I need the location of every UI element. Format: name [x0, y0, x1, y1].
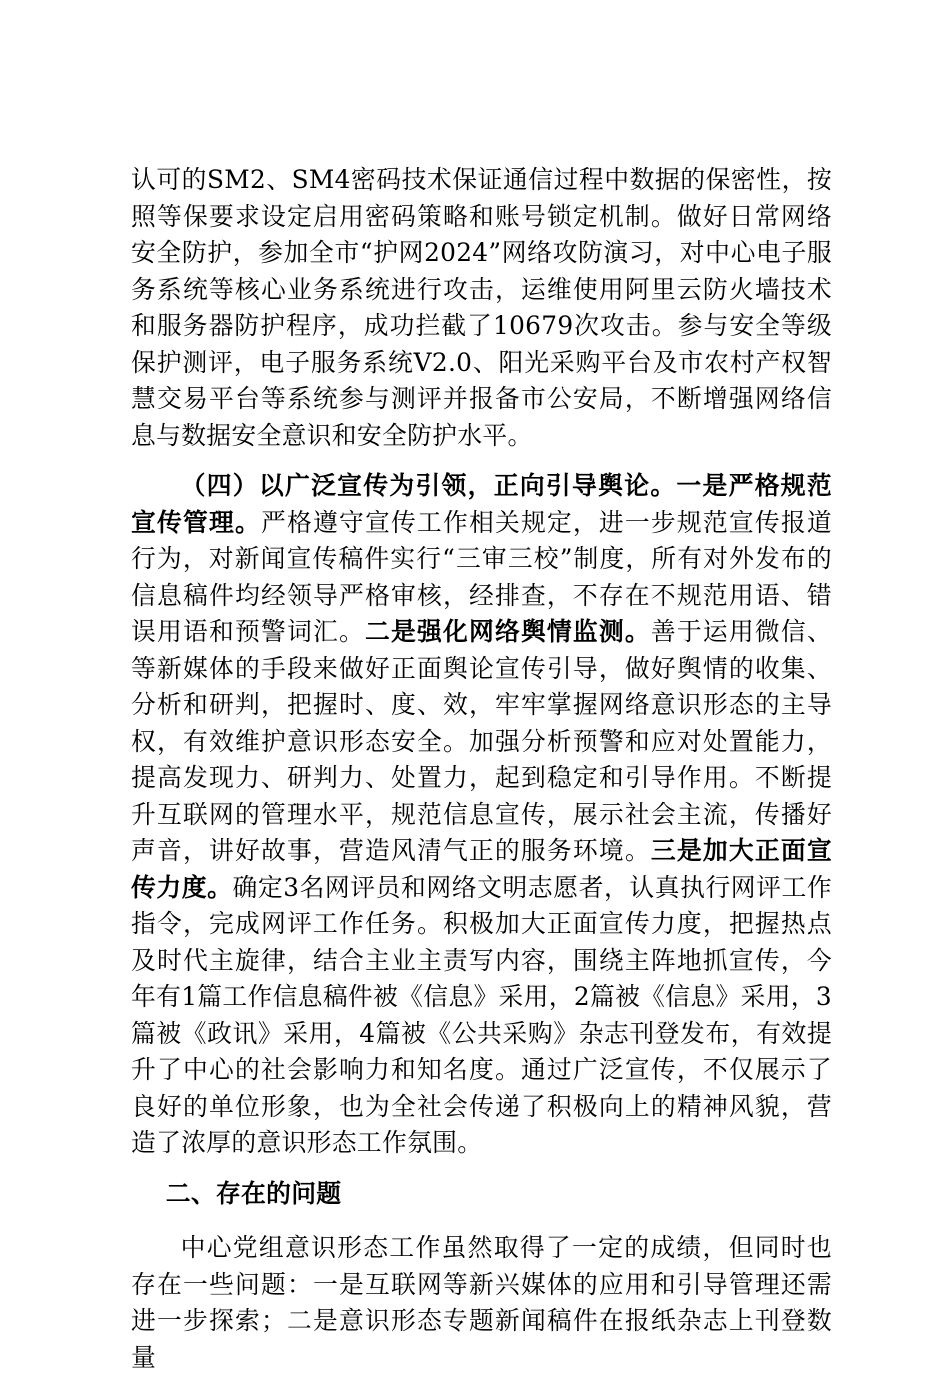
paragraph-publicity	[131, 468, 832, 1162]
item-text-opinion-monitoring: 善于运用微信、等新媒体的手段来做好正面舆论宣传引导，做好舆情的收集、分析和研判，把握时、度、效，牢牢掌握网络意识形态的主导权，有效维护意识形态安全。加强分析预警和应对处置能力，提高发现力、研判力、处置力，起到稳定和引导作用。不断提升互联网的管理水平，规范信息宣传，展示社会主流，传播好声音，讲好故事，营造风清气正的服务环境。	[131, 617, 832, 865]
item-title-opinion-monitoring: 二是强化网络舆情监测。	[364, 617, 651, 646]
section-title-problems: 二、存在的问题	[165, 1178, 342, 1208]
paragraph-problems: 中心党组意识形态工作虽然取得了一定的成绩，但同时也存在一些问题：一是互联网等新兴媒体的应用和引导管理还需进一步探索；二是意识形态专题新闻稿件在报纸杂志上刊登数量	[131, 1233, 832, 1372]
section-heading-publicity: （四）以广泛宣传为引领，正向引导舆论。	[180, 471, 677, 500]
item-title-publicity-management: 一是严格规范宣传管理。	[131, 471, 832, 537]
item-text-publicity-management: 严格遵守宣传工作相关规定，进一步规范宣传报道行为，对新闻宣传稿件实行“三审三校”制度，所有对外发布的信息稿件均经领导严格审核，经排查，不存在不规范用语、错误用语和预警词汇。	[131, 507, 832, 646]
item-text-positive-publicity: 确定3名网评员和网络文明志愿者，认真执行网评工作指令，完成网评工作任务。积极加大正面宣传力度，把握热点及时代主旋律，结合主业主责写内容，围绕主阵地抓宣传，今年有1篇工作信息稿件被《信息》采用，2篇被《信息》采用，3篇被《政讯》采用，4篇被《公共采购》杂志刊登发布，有效提升了中心的社会影响力和知名度。通过广泛宣传，不仅展示了良好的单位形象，也为全社会传递了积极向上的精神风貌，营造了浓厚的意识形态工作氛围。	[131, 872, 833, 1157]
paragraph-network-security: 认可的SM2、SM4密码技术保证通信过程中数据的保密性，按照等保要求设定启用密码策略和账号锁定机制。做好日常网络安全防护，参加全市“护网2024”网络攻防演习，对中心电子服务系统等核心业务系统进行攻击，运维使用阿里云防火墙技术和服务器防护程序，成功拦截了10679次攻击。参与安全等级保护测评，电子服务系统V2.0、阳光采购平台及市农村产权智慧交易平台等系统参与测评并报备市公安局，不断增强网络信息与数据安全意识和安全防护水平。	[131, 165, 832, 450]
item-title-positive-publicity: 三是加大正面宣传力度。	[131, 836, 832, 902]
